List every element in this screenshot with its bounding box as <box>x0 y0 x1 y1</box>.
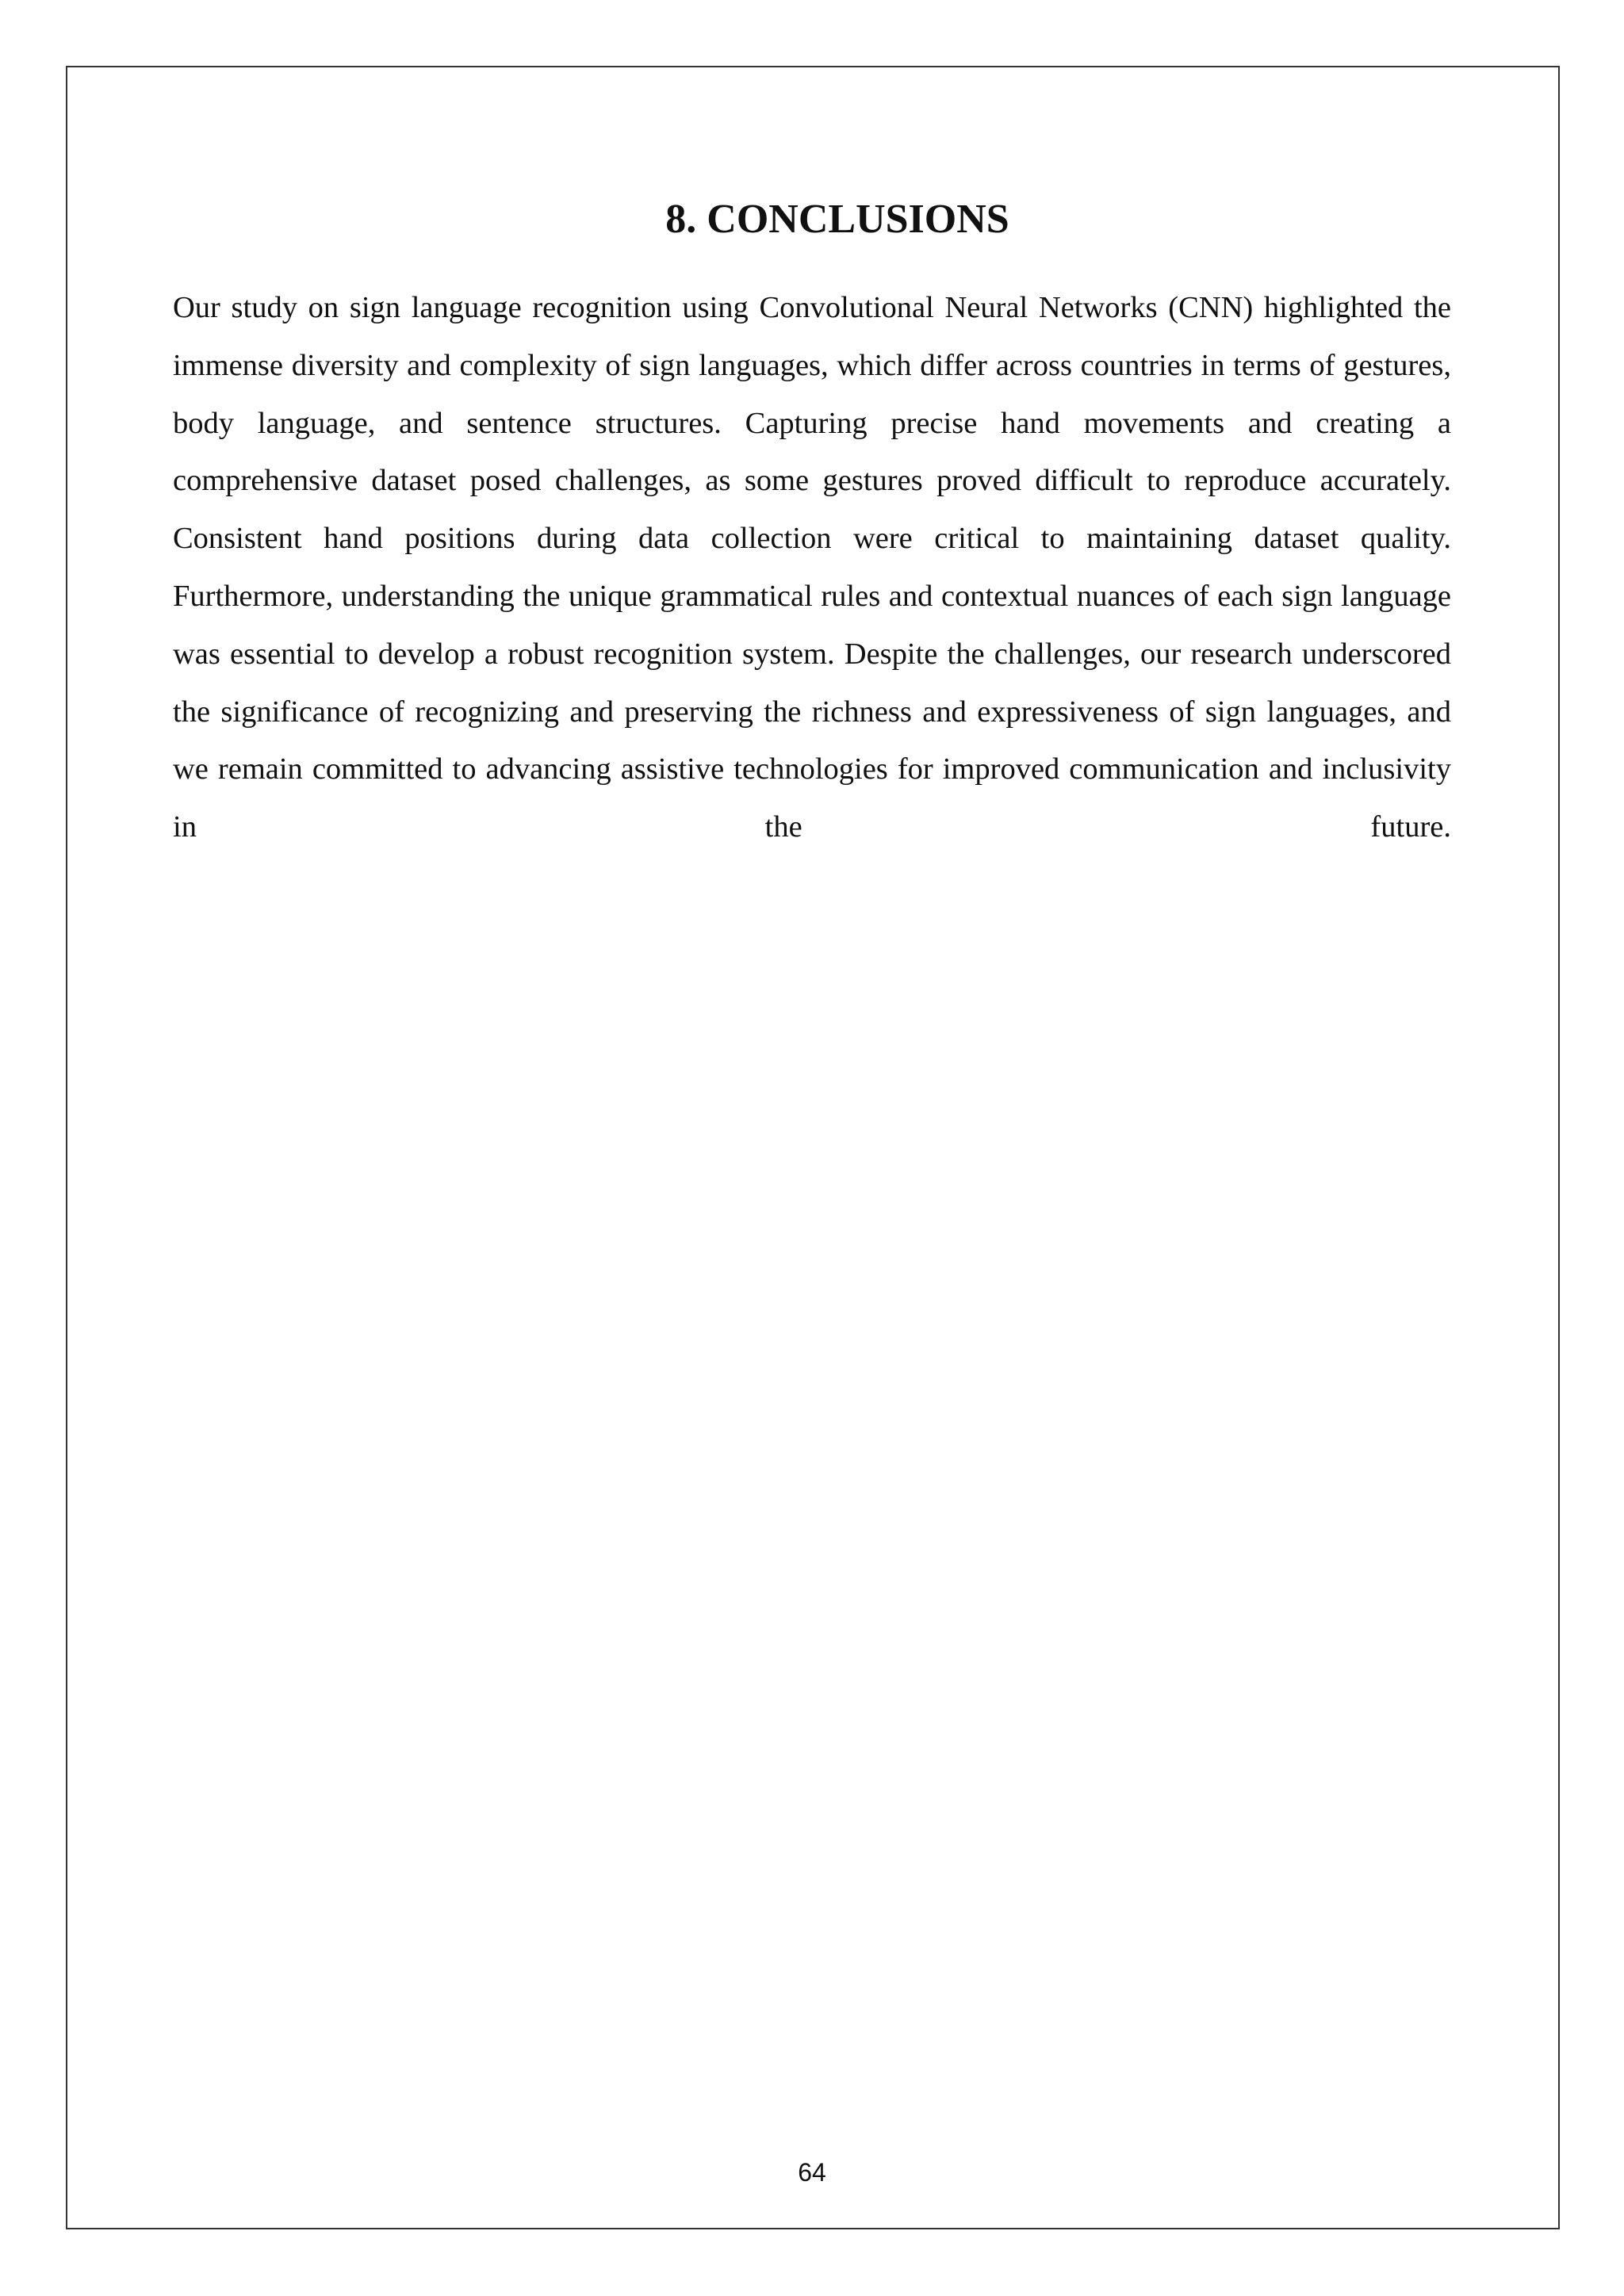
chapter-title: 8. CONCLUSIONS <box>665 197 1009 242</box>
conclusions-paragraph: Our study on sign language recognition using Convolutional Neural Networks (CNN) highlighted the immense diversity and complexity of sign languages, which differ across countries in terms of gestures, body language, and sentence structures. Capturing precise hand movements and creating a comprehensive dataset posed challenges, as some gestures proved difficult to reproduce accurately. Consistent hand positions during data collection were critical to maintaining dataset quality. Furthermore, understanding the unique grammatical rules and contextual nuances of each sign language was essential to develop a robust recognition system. Despite the challenges, our research underscored the significance of recognizing and preserving the richness and expressiveness of sign languages, and we remain committed to advancing assistive technologies for improved communication and inclusivity in the future. <box>173 291 1451 844</box>
page-number: 64 <box>798 2158 826 2187</box>
